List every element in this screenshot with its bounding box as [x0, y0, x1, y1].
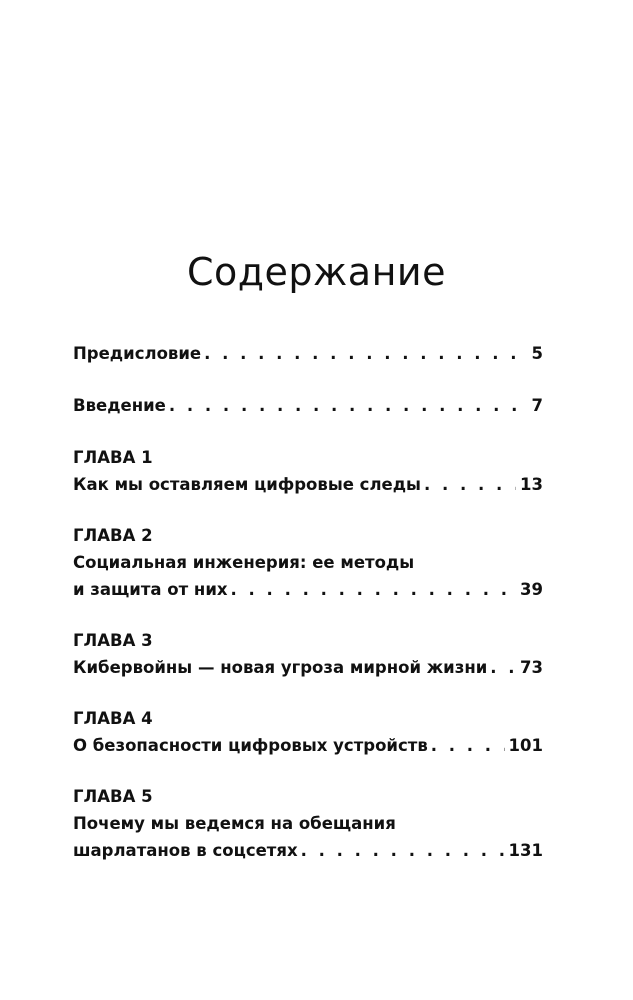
entry-title: шарлатанов в соцсетях [73, 841, 298, 860]
page-title: Содержание [187, 250, 446, 294]
toc-line [73, 576, 543, 603]
entry-title: и защита от них [73, 580, 228, 599]
entry-title: Кибервойны — новая угроза мирной жизни [73, 658, 488, 677]
toc-entry-chapter-1[interactable] [73, 444, 543, 498]
toc-entry-chapter-5[interactable] [73, 783, 543, 864]
toc-entry-chapter-2[interactable] [73, 522, 543, 603]
chapter-label: ГЛАВА 1 [73, 448, 153, 467]
toc-entry-introduction[interactable] [73, 392, 543, 419]
page-number: 13 [520, 475, 543, 494]
toc-line [73, 471, 543, 498]
dot-leader [231, 576, 517, 603]
chapter-label: ГЛАВА 4 [73, 709, 153, 728]
chapter-label: ГЛАВА 3 [73, 631, 153, 650]
toc-line [73, 340, 543, 367]
dot-leader [169, 392, 528, 419]
toc-entry-chapter-3[interactable] [73, 627, 543, 681]
toc-line [73, 392, 543, 419]
page-number: 7 [531, 396, 543, 415]
entry-title: Предисловие [73, 344, 202, 363]
dot-leader [424, 471, 516, 498]
entry-title-line: Социальная инженерия: ее методы [73, 553, 415, 572]
chapter-label: ГЛАВА 2 [73, 526, 153, 545]
chapter-label: ГЛАВА 5 [73, 787, 153, 806]
page-number: 73 [520, 658, 543, 677]
dot-leader [204, 340, 527, 367]
entry-title: Введение [73, 396, 166, 415]
table-of-contents [73, 340, 543, 864]
dot-leader [431, 732, 505, 759]
toc-entry-chapter-4[interactable] [73, 705, 543, 759]
toc-line [73, 837, 543, 864]
entry-title: Как мы оставляем цифровые следы [73, 475, 421, 494]
page-number: 101 [508, 736, 543, 755]
dot-leader [301, 837, 505, 864]
page-number: 5 [531, 344, 543, 363]
toc-line [73, 654, 543, 681]
toc-entry-preface[interactable] [73, 340, 543, 367]
toc-line [73, 732, 543, 759]
page-number: 39 [520, 580, 543, 599]
entry-title-line: Почему мы ведемся на обещания [73, 814, 396, 833]
dot-leader [490, 654, 516, 681]
page-number: 131 [508, 841, 543, 860]
entry-title: О безопасности цифровых устройств [73, 736, 428, 755]
